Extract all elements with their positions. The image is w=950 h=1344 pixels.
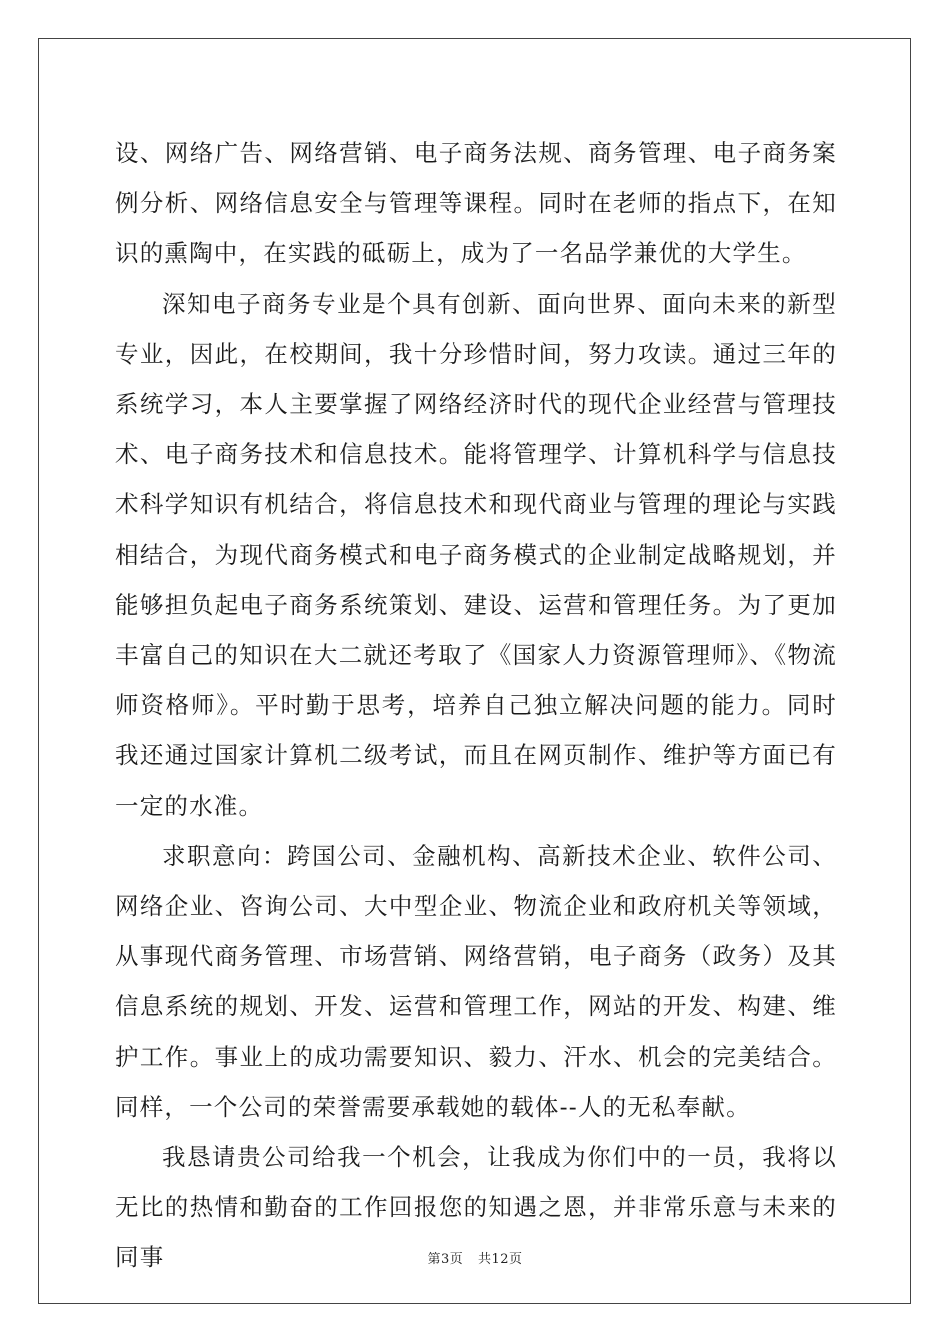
page-footer [0, 1248, 950, 1267]
page-number: 第3页 [427, 1252, 464, 1267]
paragraph-3: 求职意向：跨国公司、金融机构、高新技术企业、软件公司、网络企业、咨询公司、大中型企业、物流企业和政府机关等领域，从事现代商务管理、市场营销、网络营销，电子商务（政务）及其信息系统的规划、开发、运营和管理工作，网站的开发、构建、维护工作。事业上的成功需要知识、毅力、汗水、机会的完美结合。同样，一个公司的荣誉需要承载她的载体--人的无私奉献。 [115, 841, 837, 1121]
paragraph-4: 我恳请贵公司给我一个机会，让我成为你们中的一员，我将以无比的热情和勤奋的工作回报您的知遇之恩，并非常乐意与未来的同事 [115, 1143, 837, 1272]
page-total: 共12页 [477, 1252, 523, 1267]
document-body [115, 128, 837, 1283]
paragraph-1: 设、网络广告、网络营销、电子商务法规、商务管理、电子商务案例分析、网络信息安全与管理等课程。同时在老师的指点下，在知识的熏陶中，在实践的砥砺上，成为了一名品学兼优的大学生。 [115, 139, 837, 268]
paragraph-2: 深知电子商务专业是个具有创新、面向世界、面向未来的新型专业，因此，在校期间，我十分珍惜时间，努力攻读。通过三年的系统学习，本人主要掌握了网络经济时代的现代企业经营与管理技术、电子商务技术和信息技术。能将管理学、计算机科学与信息技术科学知识有机结合，将信息技术和现代商业与管理的理论与实践相结合，为现代商务模式和电子商务模式的企业制定战略规划，并能够担负起电子商务系统策划、建设、运营和管理任务。为了更加丰富自己的知识在大二就还考取了《国家人力资源管理师》、《物流师资格师》。平时勤于思考，培养自己独立解决问题的能力。同时我还通过国家计算机二级考试，而且在网页制作、维护等方面已有一定的水准。 [115, 289, 837, 820]
